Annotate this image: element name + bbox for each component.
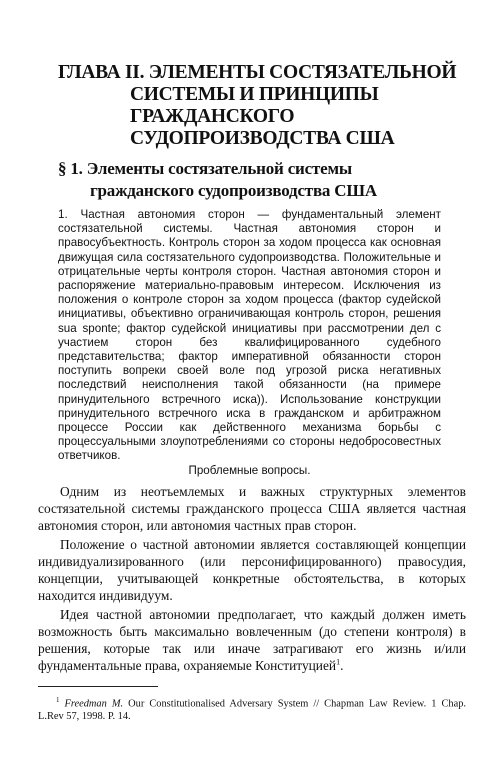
paragraph: Одним из неотъемлемых и важных структурных элементов состязательной системы гражданского процесса США является частная автономия сторон, или автономия частных прав сторон. <box>38 484 466 533</box>
chapter-title-line: ГРАЖДАНСКОГО <box>130 106 295 127</box>
paragraph <box>38 606 466 674</box>
footnote-author: Freedman M. <box>64 698 124 710</box>
chapter-title <box>58 62 458 150</box>
chapter-title-line: СУДОПРОИЗВОДСТВА США <box>130 128 395 149</box>
paragraph: Положение о частной автономии является составляющей концепции индивидуализированного (или персонифицированного) правосудия, концепции, учитывающей конкретные обстоятельства, в которых находится индивидуум. <box>38 537 466 603</box>
body-text <box>38 483 466 676</box>
section-heading-line: § 1. Элементы состязательной системы <box>58 159 352 178</box>
section-abstract <box>58 208 441 478</box>
footnote <box>38 694 466 723</box>
section-heading-line: гражданского судопроизводства США <box>90 181 377 200</box>
footnote-reference: 1 <box>336 657 341 667</box>
chapter-title-line: СИСТЕМЫ И ПРИНЦИПЫ <box>130 84 379 105</box>
paragraph-text: Идея частной автономии предполагает, что каждый должен иметь возможность быть максимально вовлеченным (до степени контроля) в решения, которые так или иначе затрагивают его жизнь и/или фундаментальные права, охраняемые Конституцией <box>38 607 466 673</box>
chapter-title-line: ГЛАВА II. ЭЛЕМЕНТЫ СОСТЯЗАТЕЛЬНОЙ <box>58 62 457 83</box>
footnote-mark: 1 <box>56 696 60 704</box>
abstract-text: 1. Частная автономия сторон — фундаментальный элемент состязательной системы. Частная автономия сторон и правосубъектность. Контроль сторон за ходом процесса как основная движущая сила состязательного судопроизводства. Положительные и отрицательные черты контроля сторон. Частная автономия сторон и распоряжение материально-правовым интересом. Исключения из положения о контроле сторон за ходом процесса (фактор судейской инициативы, объективно ограничивающая контроль сторон, решения sua sponte; фактор судейской инициативы при рассмотрении дел с участием сторон без квалифицированного судебного представительства; фактор императивной обязанности сторон поступить вопреки своей воле под угрозой риска негативных последствий неисполнения такой обязанности (на примере принудительного встречного иска)). Использование конструкции принудительного встречного иска в гражданском и арбитражном процессе России как действенного механизма борьбы с процессуальными злоупотреблениями со стороны недобросовестных ответчиков. <box>58 208 441 463</box>
paragraph-end: . <box>340 658 344 673</box>
section-heading <box>58 158 458 202</box>
abstract-closing: Проблемные вопросы. <box>188 463 311 477</box>
footnote-text: Our Constitutionalised Adversary System // Chapman Law Review. 1 Chap. L.Rev 57, 1998. P. 14. <box>38 698 466 723</box>
footnote-divider <box>38 686 158 687</box>
